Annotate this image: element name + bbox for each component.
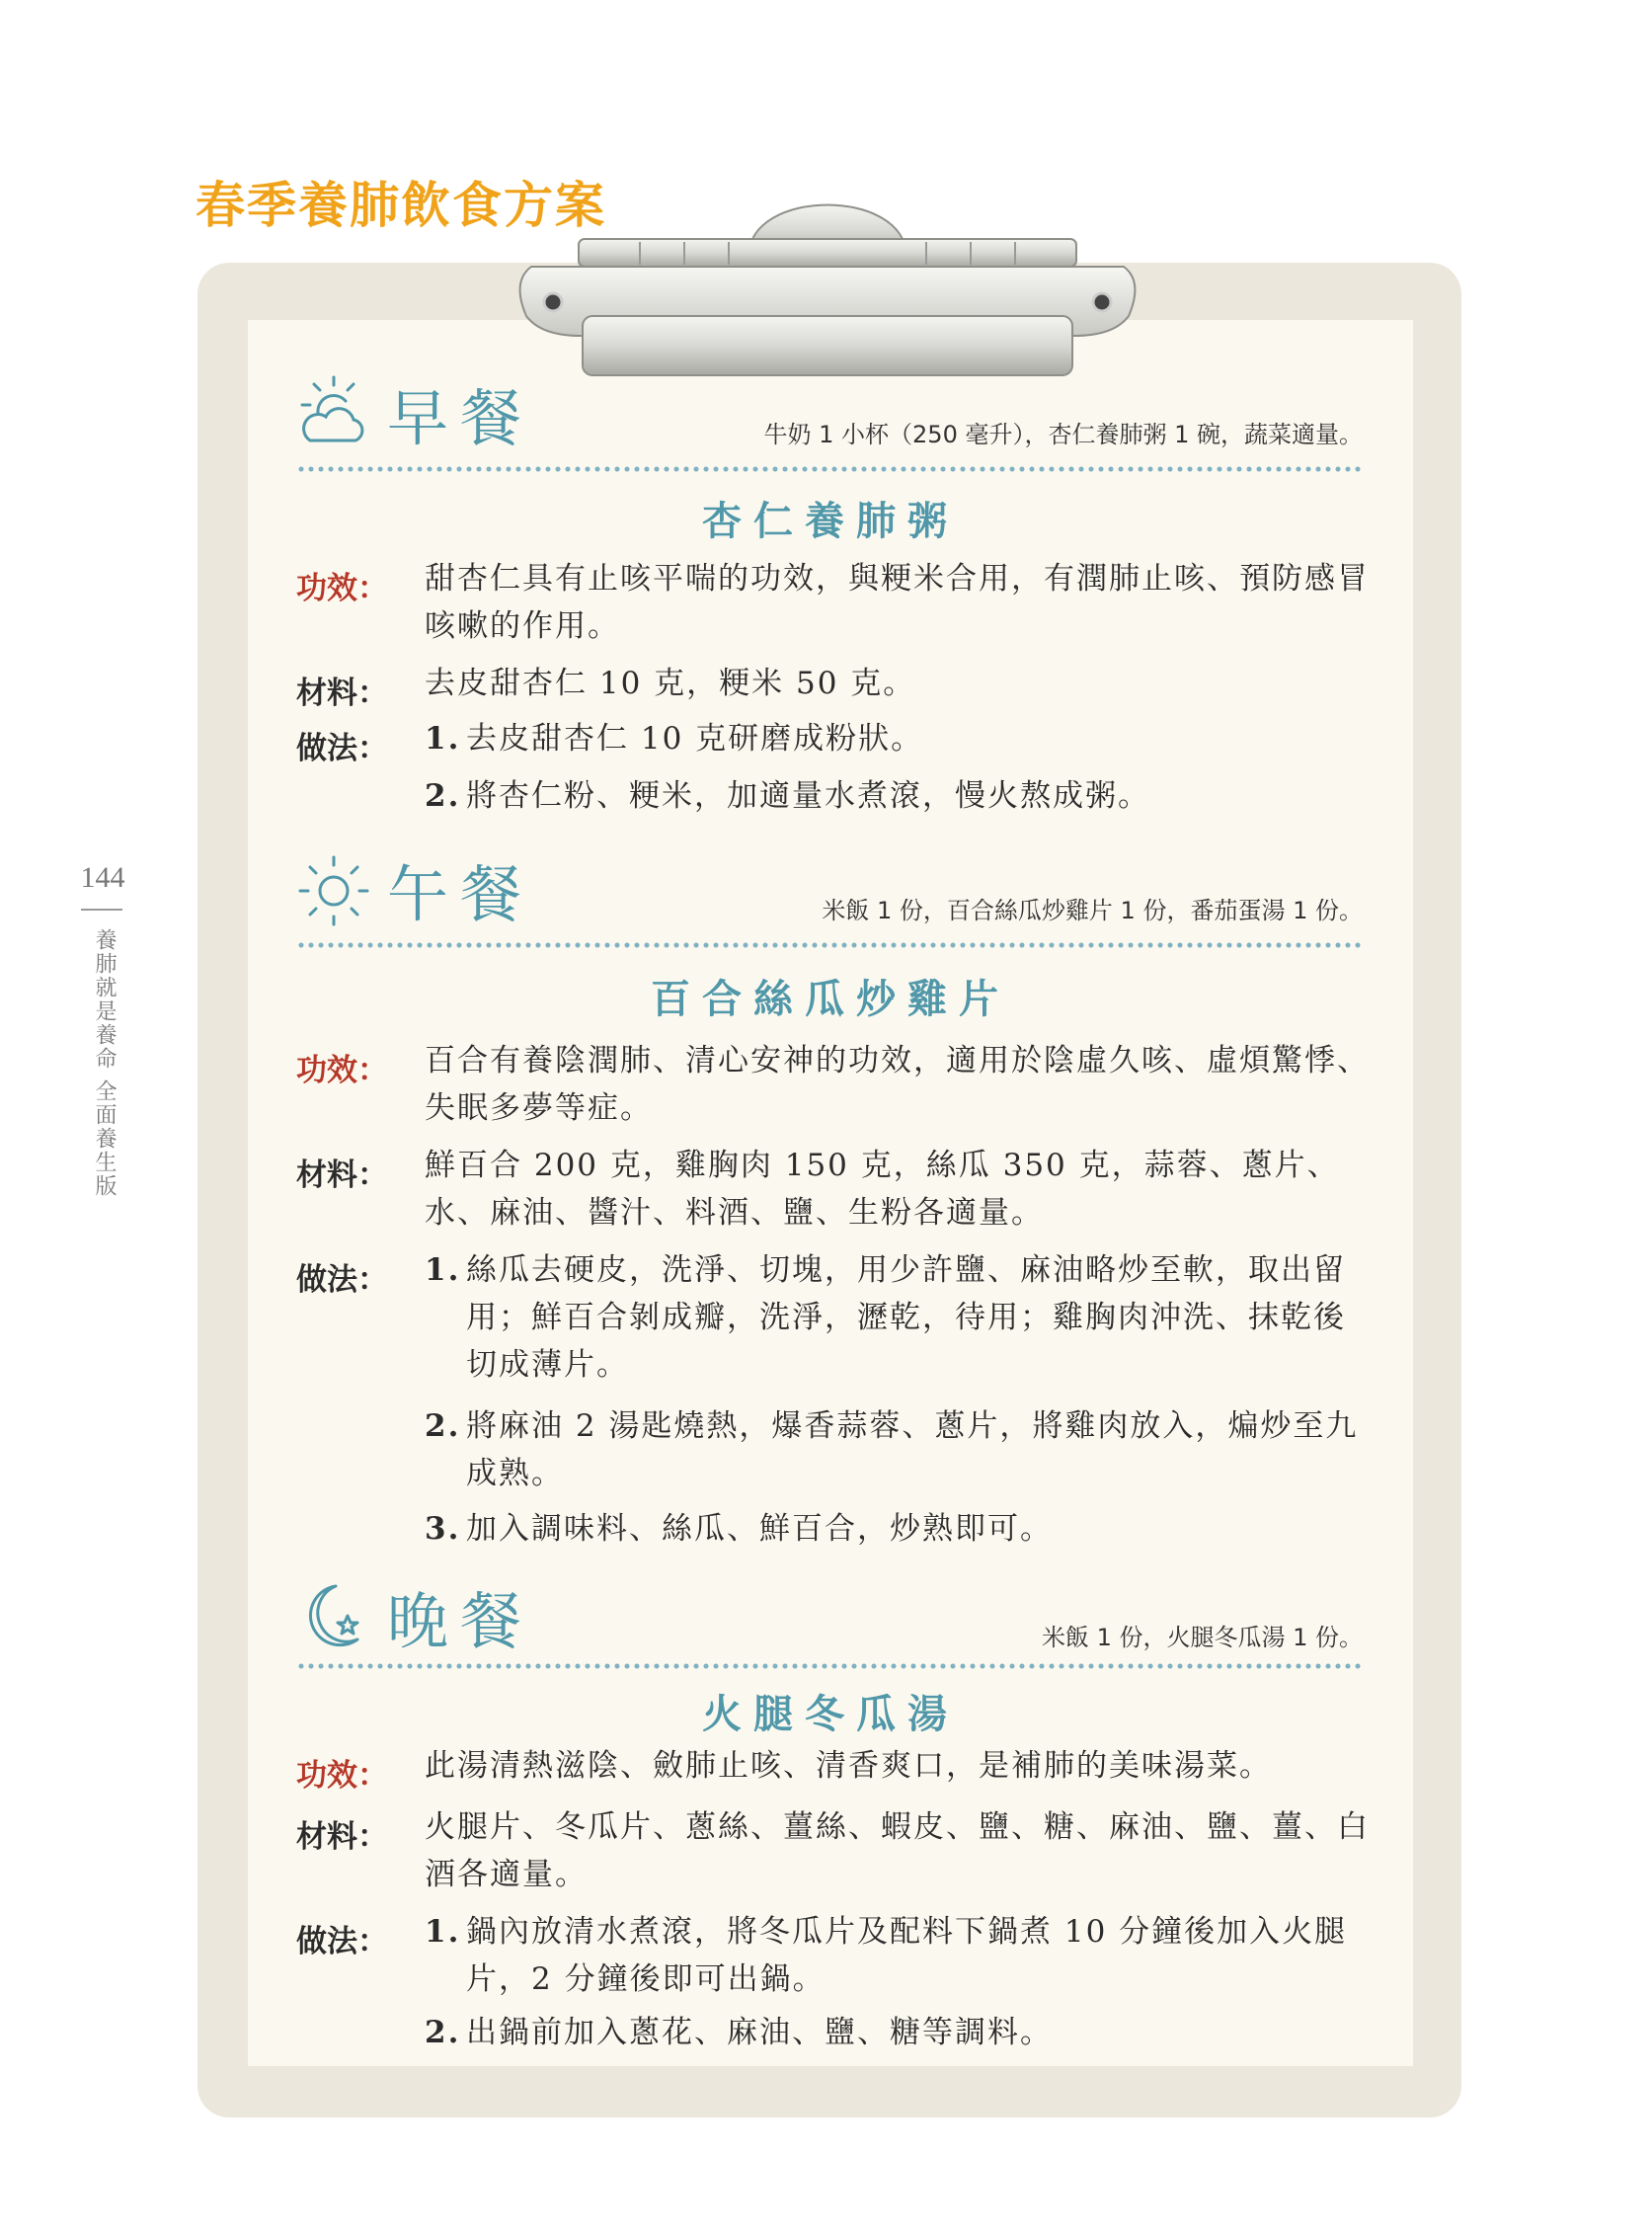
label-effect: 功效： <box>296 563 388 607</box>
step-text: 鍋內放清水煮滾，將冬瓜片及配料下鍋煮 10 分鐘後加入火腿片，2 分鐘後即可出鍋。 <box>466 1914 1348 1997</box>
label-effect: 功效： <box>296 1045 388 1089</box>
step-text: 絲瓜去硬皮，洗淨、切塊，用少許鹽、麻油略炒至軟，取出留用；鮮百合剝成瓣，洗淨，瀝乾，待用；雞胸肉沖洗、抹乾後切成薄片。 <box>466 1252 1346 1383</box>
step-item <box>425 1505 1375 1553</box>
label-method: 做法： <box>296 1924 388 1959</box>
effect-text-lunch: 百合有養陰潤肺、清心安神的功效，適用於陰虛久咳、虛煩驚悸、失眠多夢等症。 <box>425 1043 1370 1126</box>
dinner-header <box>296 1578 1363 1657</box>
divider <box>296 1661 1363 1671</box>
label-effect: 功效： <box>296 1750 388 1795</box>
meal-summary-dinner: 米飯 1 份，火腿冬瓜湯 1 份。 <box>1041 1624 1363 1651</box>
dish-title-lunch: 百合絲瓜炒雞片 <box>651 976 1010 1022</box>
ingredients-text-dinner: 火腿片、冬瓜片、蔥絲、薑絲、蝦皮、鹽、糖、麻油、鹽、薑、白酒各適量。 <box>425 1809 1370 1892</box>
page-number: 144 <box>80 861 125 894</box>
step-item <box>425 772 1375 820</box>
step-item <box>425 1908 1375 2003</box>
label-ingredients: 材料： <box>296 1158 388 1193</box>
label-method: 做法： <box>296 731 388 766</box>
step-text: 加入調味料、絲瓜、鮮百合，炒熟即可。 <box>466 1511 1053 1547</box>
step-item <box>425 2009 1375 2056</box>
meal-name-dinner: 晚餐 <box>387 1585 534 1657</box>
step-number: 2. <box>425 778 461 814</box>
divider <box>296 464 1363 474</box>
ingredients-text-breakfast: 去皮甜杏仁 10 克，粳米 50 克。 <box>425 666 916 701</box>
divider <box>296 940 1363 950</box>
breakfast-header <box>296 375 1363 454</box>
clipboard-clip-icon <box>511 188 1143 385</box>
ingredients-text-lunch: 鮮百合 200 克，雞胸肉 150 克，絲瓜 350 克，蒜蓉、蔥片、水、麻油、醬汁、料酒、鹽、生粉各適量。 <box>425 1148 1340 1231</box>
label-ingredients: 材料： <box>296 676 388 711</box>
meal-summary-lunch: 米飯 1 份，百合絲瓜炒雞片 1 份，番茄蛋湯 1 份。 <box>822 897 1363 924</box>
lunch-header <box>296 851 1363 930</box>
step-item <box>425 1246 1375 1389</box>
step-text: 將麻油 2 湯匙燒熱，爆香蒜蓉、蔥片，將雞肉放入，煸炒至九成熟。 <box>466 1408 1359 1491</box>
meal-name-lunch: 午餐 <box>387 858 534 930</box>
step-item <box>425 1402 1375 1497</box>
step-number: 2. <box>425 1408 461 1444</box>
step-number: 3. <box>425 1511 461 1547</box>
dish-title-breakfast: 杏仁養肺粥 <box>702 498 959 544</box>
step-text: 去皮甜杏仁 10 克研磨成粉狀。 <box>466 721 924 757</box>
step-text: 出鍋前加入蔥花、麻油、鹽、糖等調料。 <box>466 2015 1053 2050</box>
sun-icon <box>296 851 373 928</box>
step-text: 將杏仁粉、粳米，加適量水煮滾，慢火熬成粥。 <box>466 778 1150 814</box>
partly-cloudy-icon <box>296 375 373 452</box>
step-number: 1. <box>425 1252 461 1288</box>
label-method: 做法： <box>296 1262 388 1298</box>
step-number: 1. <box>425 721 461 757</box>
effect-text-dinner: 此湯清熱滋陰、斂肺止咳、清香爽口，是補肺的美味湯菜。 <box>425 1748 1272 1784</box>
label-ingredients: 材料： <box>296 1819 388 1855</box>
step-item <box>425 715 1375 762</box>
meal-name-breakfast: 早餐 <box>387 382 534 454</box>
page-number-rule <box>81 909 122 911</box>
moon-star-icon <box>296 1578 373 1655</box>
step-number: 1. <box>425 1914 461 1950</box>
page-title: 春季養肺飲食方案 <box>196 176 606 234</box>
effect-text-breakfast: 甜杏仁具有止咳平喘的功效，與粳米合用，有潤肺止咳、預防感冒咳嗽的作用。 <box>425 561 1370 644</box>
dish-title-dinner: 火腿冬瓜湯 <box>702 1691 959 1737</box>
meal-summary-breakfast: 牛奶 1 小杯（250 毫升），杏仁養肺粥 1 碗，蔬菜適量。 <box>763 421 1363 448</box>
step-number: 2. <box>425 2015 461 2050</box>
book-title: 養肺就是養命 全面養生版 <box>92 928 117 1198</box>
